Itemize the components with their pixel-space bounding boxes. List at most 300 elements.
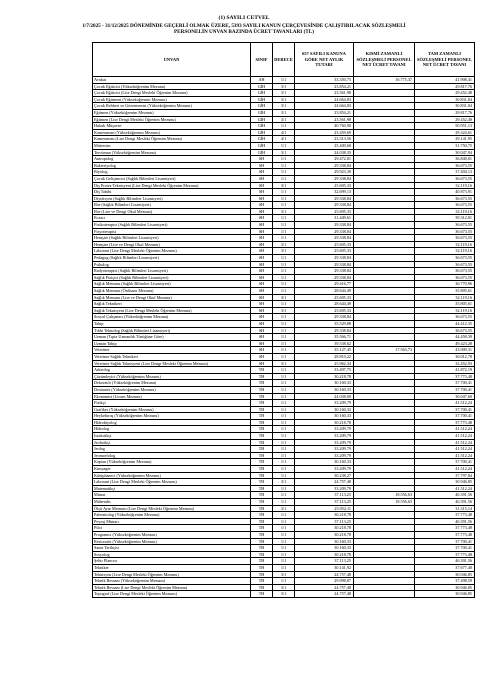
table-row — [93, 492, 475, 499]
cell-unvan: Ölçü Ayar Memuru (Lise Dengi Mesleki Öğrenim Mezunu) — [93, 505, 251, 512]
table-row — [93, 103, 475, 110]
cell-kismi-zamanli — [354, 175, 415, 182]
table-row — [93, 472, 475, 479]
cell-kismi-zamanli — [354, 208, 415, 215]
cell-kismi-zamanli — [354, 360, 415, 367]
cell-unvan: Çocuk Eğiticisi (Lise Dengi Mesleki Öğrenim Mezunu) — [93, 90, 251, 97]
cell-tam-zamanli: 43.909,31 — [415, 347, 475, 354]
cell-unvan: Hemşire (Lise ve Dengi Okul Mezunu) — [93, 241, 251, 248]
cell-657-net-aylik: 23.854,21 — [295, 109, 354, 116]
table-row — [93, 314, 475, 321]
cell-657-net-aylik: 25.695,33 — [295, 307, 354, 314]
cell-unvan: Uzman (Tıpta Uzmanlık Tüzüğüne Göre) — [93, 334, 251, 341]
cell-derece: 1/1 — [273, 525, 295, 532]
cell-kismi-zamanli — [354, 195, 415, 202]
cell-tam-zamanli: 36.673,55 — [415, 268, 475, 275]
cell-derece: 1/1 — [273, 459, 295, 466]
table-row — [93, 235, 475, 242]
table-row — [93, 202, 475, 209]
cell-sinif: SH — [251, 182, 273, 189]
table-row — [93, 261, 475, 268]
cell-657-net-aylik: 33.209,79 — [295, 433, 354, 440]
cell-kismi-zamanli — [354, 222, 415, 229]
cell-kismi-zamanli — [354, 83, 415, 90]
table-row — [93, 459, 475, 466]
cell-657-net-aylik: 30.141,92 — [295, 564, 354, 571]
cell-tam-zamanli: 46.391,56 — [415, 518, 475, 525]
cell-tam-zamanli: 37.773,48 — [415, 525, 475, 532]
cell-657-net-aylik: 25.962,34 — [295, 360, 354, 367]
cell-kismi-zamanli — [354, 202, 415, 209]
cell-657-net-aylik: 29.338,84 — [295, 327, 354, 334]
cell-unvan: Peyzaj Mimarı — [93, 518, 251, 525]
cell-unvan: Teknik Ressam (Lise Dengi Mesleki Öğrenim Mezunu) — [93, 584, 251, 591]
cell-derece: 1/1 — [273, 564, 295, 571]
cell-unvan: Tıbbi Teknolog (Sağlık Bilimleri Lisansiyeri) — [93, 327, 251, 334]
cell-tam-zamanli: 36.673,55 — [415, 235, 475, 242]
table-row — [93, 268, 475, 275]
cell-tam-zamanli: 32.119,16 — [415, 294, 475, 301]
cell-sinif: TH — [251, 584, 273, 591]
cell-sinif: TH — [251, 538, 273, 545]
cell-derece: 3/1 — [273, 116, 295, 123]
cell-sinif: GİH — [251, 96, 273, 103]
cell-tam-zamanli: 37.700,41 — [415, 413, 475, 420]
cell-derece: 3/1 — [273, 83, 295, 90]
cell-sinif: SH — [251, 208, 273, 215]
cell-sinif: TH — [251, 492, 273, 499]
table-row — [93, 373, 475, 380]
cell-tam-zamanli: 37.700,41 — [415, 545, 475, 552]
cell-kismi-zamanli — [354, 578, 415, 585]
cell-kismi-zamanli — [354, 261, 415, 268]
cell-derece: 1/1 — [273, 433, 295, 440]
cell-657-net-aylik: 33.209,79 — [295, 400, 354, 407]
cell-tam-zamanli: 30.831,04 — [415, 103, 475, 110]
cell-657-net-aylik: 33.497,75 — [295, 367, 354, 374]
cell-657-net-aylik: 33.209,79 — [295, 426, 354, 433]
cell-sinif: TH — [251, 525, 273, 532]
cell-kismi-zamanli — [354, 248, 415, 255]
document-subtitle — [20, 23, 468, 35]
table-row — [93, 518, 475, 525]
cell-unvan: Diş Tabibi — [93, 189, 251, 196]
cell-sinif: TH — [251, 400, 273, 407]
cell-657-net-aylik: 37.113,25 — [295, 558, 354, 565]
cell-unvan: Veteriner — [93, 347, 251, 354]
cell-sinif: SH — [251, 261, 273, 268]
cell-657-net-aylik: 29.338,84 — [295, 255, 354, 262]
cell-657-net-aylik: 29.338,84 — [295, 235, 354, 242]
cell-tam-zamanli: 29.817,76 — [415, 83, 475, 90]
cell-tam-zamanli: 29.452,48 — [415, 116, 475, 123]
cell-kismi-zamanli — [354, 564, 415, 571]
cell-sinif: SH — [251, 189, 273, 196]
table-row — [93, 525, 475, 532]
cell-unvan: Ebe (Lise ve Dengi Okul Mezunu) — [93, 208, 251, 215]
cell-657-net-aylik: 25.695,33 — [295, 208, 354, 215]
cell-657-net-aylik: 30.218,78 — [295, 531, 354, 538]
cell-sinif: GİH — [251, 136, 273, 143]
cell-kismi-zamanli — [354, 340, 415, 347]
cell-unvan: Fizikoterapist (Sağlık Bilimleri Lisansiyeri) — [93, 222, 251, 229]
cell-derece: 3/1 — [273, 294, 295, 301]
cell-unvan: Teknik Ressam (Yükseköğrenim Mezunu) — [93, 578, 251, 585]
cell-sinif: TH — [251, 446, 273, 453]
table-row — [93, 353, 475, 360]
cell-tam-zamanli: 37.773,48 — [415, 551, 475, 558]
cell-unvan: Fizyoterapist — [93, 228, 251, 235]
cell-sinif: GİH — [251, 142, 273, 149]
cell-tam-zamanli: 36.673,55 — [415, 202, 475, 209]
cell-657-net-aylik: 29.338,84 — [295, 162, 354, 169]
cell-tam-zamanli: 46.391,56 — [415, 499, 475, 506]
cell-657-net-aylik: 23.313,56 — [295, 136, 354, 143]
cell-derece: 3/1 — [273, 208, 295, 215]
cell-657-net-aylik: 29.338,84 — [295, 175, 354, 182]
cell-derece: 1/1 — [273, 288, 295, 295]
cell-unvan: Tercüman (Yükseköğrenim Mezunu) — [93, 149, 251, 156]
table-row — [93, 347, 475, 354]
cell-derece: 1/1 — [273, 222, 295, 229]
cell-kismi-zamanli — [354, 353, 415, 360]
cell-tam-zamanli: 37.773,48 — [415, 531, 475, 538]
cell-sinif: TH — [251, 419, 273, 426]
cell-unvan: Sağlık Memuru (Önlisans Mezunu) — [93, 288, 251, 295]
cell-derece: 1/1 — [273, 156, 295, 163]
cell-657-net-aylik: 30.218,78 — [295, 551, 354, 558]
cell-kismi-zamanli — [354, 90, 415, 97]
cell-unvan: Sanat Tarihçisi — [93, 545, 251, 552]
cell-derece: 1/1 — [273, 320, 295, 327]
table-row — [93, 248, 475, 255]
header-derece: DERECE — [273, 43, 295, 77]
cell-sinif: SH — [251, 288, 273, 295]
subtitle-line-2: PERSONELİN UNVAN BAZINDA ÜCRET TAVANLARI (TL) — [174, 29, 314, 36]
cell-kismi-zamanli — [354, 426, 415, 433]
cell-tam-zamanli: 41.512,24 — [415, 452, 475, 459]
cell-unvan: Kameraman (Yükseköğrenim Mezunu) — [93, 129, 251, 136]
cell-657-net-aylik: 24.664,83 — [295, 96, 354, 103]
cell-derece: 1/1 — [273, 142, 295, 149]
cell-derece: 3/1 — [273, 103, 295, 110]
cell-657-net-aylik: 29.416,77 — [295, 281, 354, 288]
cell-derece: 1/1 — [273, 195, 295, 202]
header-kismi-zamanli: KISMİ ZAMANLI SÖZLEŞMELİ PERSONEL NET ÜCRET TAVANI — [354, 43, 415, 77]
cell-unvan: Sosyal Çalışmacı (Yükseköğrenim Mezunu) — [93, 314, 251, 321]
cell-unvan: Sağlık Fiziçisi (Sağlık Bilimleri Lisansiyeri) — [93, 274, 251, 281]
table-row — [93, 327, 475, 334]
cell-kismi-zamanli — [354, 472, 415, 479]
cell-sinif: SH — [251, 314, 273, 321]
cell-kismi-zamanli — [354, 149, 415, 156]
cell-sinif: TH — [251, 545, 273, 552]
cell-derece: 1/1 — [273, 413, 295, 420]
cell-tam-zamanli: 32.119,16 — [415, 208, 475, 215]
cell-tam-zamanli: 29.141,95 — [415, 136, 475, 143]
cell-tam-zamanli: 41.872,19 — [415, 367, 475, 374]
cell-unvan: Mimar — [93, 492, 251, 499]
cell-sinif: SH — [251, 195, 273, 202]
cell-tam-zamanli: 36.673,55 — [415, 274, 475, 281]
cell-derece: 3/1 — [273, 182, 295, 189]
cell-tam-zamanli: 37.700,41 — [415, 386, 475, 393]
cell-derece: 1/1 — [273, 558, 295, 565]
cell-unvan: Bakteriyolog — [93, 162, 251, 169]
cell-kismi-zamanli — [354, 274, 415, 281]
cell-kismi-zamanli — [354, 400, 415, 407]
cell-tam-zamanli: 49.423,28 — [415, 340, 475, 347]
table-row — [93, 360, 475, 367]
cell-derece: 1/1 — [273, 426, 295, 433]
cell-kismi-zamanli — [354, 406, 415, 413]
cell-657-net-aylik: 29.338,84 — [295, 268, 354, 275]
table-row — [93, 400, 475, 407]
cell-derece: 1/1 — [273, 472, 295, 479]
cell-unvan: Kaptan (Yükseköğrenim Mezunu) — [93, 459, 251, 466]
cell-sinif: TH — [251, 591, 273, 598]
cell-tam-zamanli: 32.119,16 — [415, 248, 475, 255]
table-row — [93, 109, 475, 116]
cell-derece: 3/1 — [273, 584, 295, 591]
cell-657-net-aylik: 35.529,88 — [295, 320, 354, 327]
cell-tam-zamanli: 39.312,01 — [415, 215, 475, 222]
cell-derece: 1/1 — [273, 512, 295, 519]
cell-tam-zamanli: 30.946,85 — [415, 479, 475, 486]
table-row — [93, 591, 475, 598]
cell-unvan: Veteriner Sağlık Teknisyeni (Lise Dengi Mesleki Öğrenim Mezunu) — [93, 360, 251, 367]
cell-tam-zamanli: 37.700,41 — [415, 406, 475, 413]
cell-kismi-zamanli — [354, 228, 415, 235]
cell-tam-zamanli: 36.673,55 — [415, 314, 475, 321]
cell-unvan: Restoratör (Yükseköğrenim Mezunu) — [93, 538, 251, 545]
cell-unvan: Ebe (Sağlık Bilimleri Lisansiyeri) — [93, 202, 251, 209]
cell-sinif: SH — [251, 327, 273, 334]
cell-657-net-aylik: 24.757,48 — [295, 591, 354, 598]
cell-kismi-zamanli — [354, 314, 415, 321]
cell-unvan: Mühendis — [93, 499, 251, 506]
cell-kismi-zamanli — [354, 413, 415, 420]
cell-unvan: Sağlık Memuru (Lise ve Dengi Okul Mezunu) — [93, 294, 251, 301]
cell-kismi-zamanli — [354, 294, 415, 301]
cell-unvan: Jeofizikçi — [93, 439, 251, 446]
cell-sinif: TH — [251, 479, 273, 486]
cell-sinif: SH — [251, 255, 273, 262]
cell-sinif: SH — [251, 347, 273, 354]
cell-657-net-aylik: 30.160,33 — [295, 545, 354, 552]
cell-tam-zamanli: 36.673,55 — [415, 162, 475, 169]
cell-657-net-aylik: 33.209,79 — [295, 466, 354, 473]
cell-tam-zamanli: 36.673,55 — [415, 255, 475, 262]
cell-657-net-aylik: 28.644,49 — [295, 288, 354, 295]
cell-tam-zamanli: 30.831,04 — [415, 96, 475, 103]
cell-unvan: Dekoratör (Yükseköğrenim Mezunu) — [93, 380, 251, 387]
cell-sinif: TH — [251, 571, 273, 578]
header-unvan: UNVAN — [93, 43, 251, 77]
cell-unvan: Programcı (Yükseköğrenim Mezunu) — [93, 531, 251, 538]
cell-derece: 1/1 — [273, 499, 295, 506]
header-657-net-aylik: 657 SAYILI KANUNA GÖRE NET AYLIK TUTARI — [295, 43, 354, 77]
cell-sinif: SH — [251, 320, 273, 327]
cell-unvan: Arkeolog — [93, 367, 251, 374]
cell-derece: 1/1 — [273, 162, 295, 169]
table-row — [93, 255, 475, 262]
cell-derece: 1/1 — [273, 301, 295, 308]
cell-kismi-zamanli — [354, 182, 415, 189]
cell-kismi-zamanli — [354, 545, 415, 552]
cell-sinif: TH — [251, 485, 273, 492]
cell-tam-zamanli: 29.324,61 — [415, 129, 475, 136]
cell-kismi-zamanli — [354, 320, 415, 327]
table-row — [93, 446, 475, 453]
cell-657-net-aylik: 29.338,84 — [295, 261, 354, 268]
cell-unvan: Tekniker — [93, 564, 251, 571]
cell-kismi-zamanli — [354, 551, 415, 558]
cell-657-net-aylik: 29.338,84 — [295, 314, 354, 321]
cell-657-net-aylik: 23.459,69 — [295, 129, 354, 136]
cell-derece: 1/1 — [273, 406, 295, 413]
cell-tam-zamanli: 44.458,39 — [415, 334, 475, 341]
table-row — [93, 129, 475, 136]
cell-tam-zamanli: 31.750,75 — [415, 142, 475, 149]
cell-kismi-zamanli — [354, 215, 415, 222]
table-row — [93, 123, 475, 130]
cell-unvan: Çocuk Gelişimcisi (Sağlık Bilimleri Lisansiyeri) — [93, 175, 251, 182]
table-row — [93, 228, 475, 235]
cell-kismi-zamanli — [354, 123, 415, 130]
cell-657-net-aylik: 33.209,79 — [295, 452, 354, 459]
table-row — [93, 531, 475, 538]
cell-sinif: TH — [251, 551, 273, 558]
cell-kismi-zamanli — [354, 255, 415, 262]
cell-kismi-zamanli — [354, 327, 415, 334]
cell-kismi-zamanli — [354, 136, 415, 143]
table-row — [93, 189, 475, 196]
cell-657-net-aylik: 25.695,33 — [295, 241, 354, 248]
table-row — [93, 215, 475, 222]
cell-sinif: TH — [251, 499, 273, 506]
cell-derece: 3/1 — [273, 505, 295, 512]
cell-unvan: Kameraman (Lise Dengi Mesleki Öğrenim Mezunu) — [93, 136, 251, 143]
cell-sinif: SH — [251, 294, 273, 301]
cell-derece: 3/1 — [273, 360, 295, 367]
cell-sinif: GİH — [251, 123, 273, 130]
cell-657-net-aylik: 37.113,25 — [295, 499, 354, 506]
table-row — [93, 512, 475, 519]
cell-derece: 1/1 — [273, 545, 295, 552]
cell-derece: 1/1 — [273, 340, 295, 347]
cell-unvan: Tabip — [93, 320, 251, 327]
cell-unvan: Çocuk Eğiticisi (Yükseköğrenim Mezunu) — [93, 83, 251, 90]
cell-kismi-zamanli — [354, 109, 415, 116]
cell-tam-zamanli: 37.677,40 — [415, 564, 475, 571]
table-row — [93, 288, 475, 295]
cell-sinif: TH — [251, 367, 273, 374]
table-row — [93, 162, 475, 169]
cell-unvan: Mütercim — [93, 142, 251, 149]
cell-sinif: TH — [251, 564, 273, 571]
cell-kismi-zamanli — [354, 525, 415, 532]
cell-derece: 1/1 — [273, 169, 295, 176]
cell-derece: 1/1 — [273, 189, 295, 196]
cell-657-net-aylik: 37.113,25 — [295, 518, 354, 525]
cell-sinif: TH — [251, 558, 273, 565]
cell-sinif: SH — [251, 228, 273, 235]
cell-tam-zamanli: 36.770,96 — [415, 281, 475, 288]
cell-sinif: TH — [251, 531, 273, 538]
cell-657-net-aylik: 33.209,79 — [295, 446, 354, 453]
cell-sinif: SH — [251, 235, 273, 242]
cell-derece: 4/1 — [273, 136, 295, 143]
table-body — [93, 77, 475, 598]
cell-derece: 3/1 — [273, 96, 295, 103]
table-row — [93, 545, 475, 552]
cell-657-net-aylik: 31.449,61 — [295, 215, 354, 222]
cell-kismi-zamanli — [354, 538, 415, 545]
cell-unvan: Şehir Plancısı — [93, 558, 251, 565]
cell-sinif: GİH — [251, 83, 273, 90]
cell-derece: 1/1 — [273, 439, 295, 446]
cell-tam-zamanli: 37.700,41 — [415, 380, 475, 387]
cell-kismi-zamanli — [354, 591, 415, 598]
cell-sinif: GİH — [251, 129, 273, 136]
cell-derece: 1/1 — [273, 452, 295, 459]
cell-tam-zamanli: 46.391,56 — [415, 558, 475, 565]
cell-657-net-aylik: 30.160,33 — [295, 386, 354, 393]
cell-tam-zamanli: 37.498,59 — [415, 578, 475, 585]
cell-tam-zamanli: 29.452,48 — [415, 90, 475, 97]
cell-derece: 1/1 — [273, 175, 295, 182]
cell-tam-zamanli: 46.391,56 — [415, 492, 475, 499]
table-row — [93, 96, 475, 103]
cell-sinif: SH — [251, 215, 273, 222]
cell-657-net-aylik: 35.566,71 — [295, 334, 354, 341]
cell-unvan: Teknisyen (Lise Dengi Mesleki Öğrenim Mezunu) — [93, 571, 251, 578]
cell-kismi-zamanli — [354, 189, 415, 196]
table-row — [93, 281, 475, 288]
cell-sinif: GİH — [251, 149, 273, 156]
cell-657-net-aylik: 24.664,83 — [295, 103, 354, 110]
cell-unvan: Pilot — [93, 525, 251, 532]
cell-kismi-zamanli — [354, 479, 415, 486]
table-row — [93, 433, 475, 440]
cell-kismi-zamanli: 18.556,63 — [354, 492, 415, 499]
cell-derece: 1/1 — [273, 531, 295, 538]
cell-657-net-aylik: 24.757,48 — [295, 479, 354, 486]
cell-kismi-zamanli — [354, 162, 415, 169]
cell-657-net-aylik: 25.695,33 — [295, 182, 354, 189]
table-row — [93, 83, 475, 90]
cell-unvan: Diş Protez Teknisyeni (Lise Dengi Mesleki Öğrenim Mezunu) — [93, 182, 251, 189]
cell-derece: 1/1 — [273, 215, 295, 222]
cell-unvan: Uzman Tabip — [93, 340, 251, 347]
cell-tam-zamanli: 41.512,24 — [415, 433, 475, 440]
cell-unvan: Diyetisyen (Sağlık Bilimleri Lisansiyeri) — [93, 195, 251, 202]
cell-derece: 1/1 — [273, 386, 295, 393]
cell-kismi-zamanli — [354, 584, 415, 591]
table-row — [93, 393, 475, 400]
cell-tam-zamanli: 36.673,55 — [415, 327, 475, 334]
cell-kismi-zamanli — [354, 558, 415, 565]
cell-sinif: AH — [251, 77, 273, 84]
cell-tam-zamanli: 35.805,61 — [415, 288, 475, 295]
cell-unvan: Sağlık Teknisyeni (Lise Dengi Mesleki Öğrenim Mezunu) — [93, 307, 251, 314]
cell-derece: 1/1 — [273, 327, 295, 334]
cell-657-net-aylik: 24.038,35 — [295, 149, 354, 156]
cell-kismi-zamanli — [354, 485, 415, 492]
cell-derece: 1/1 — [273, 373, 295, 380]
cell-657-net-aylik: 30.160,33 — [295, 459, 354, 466]
